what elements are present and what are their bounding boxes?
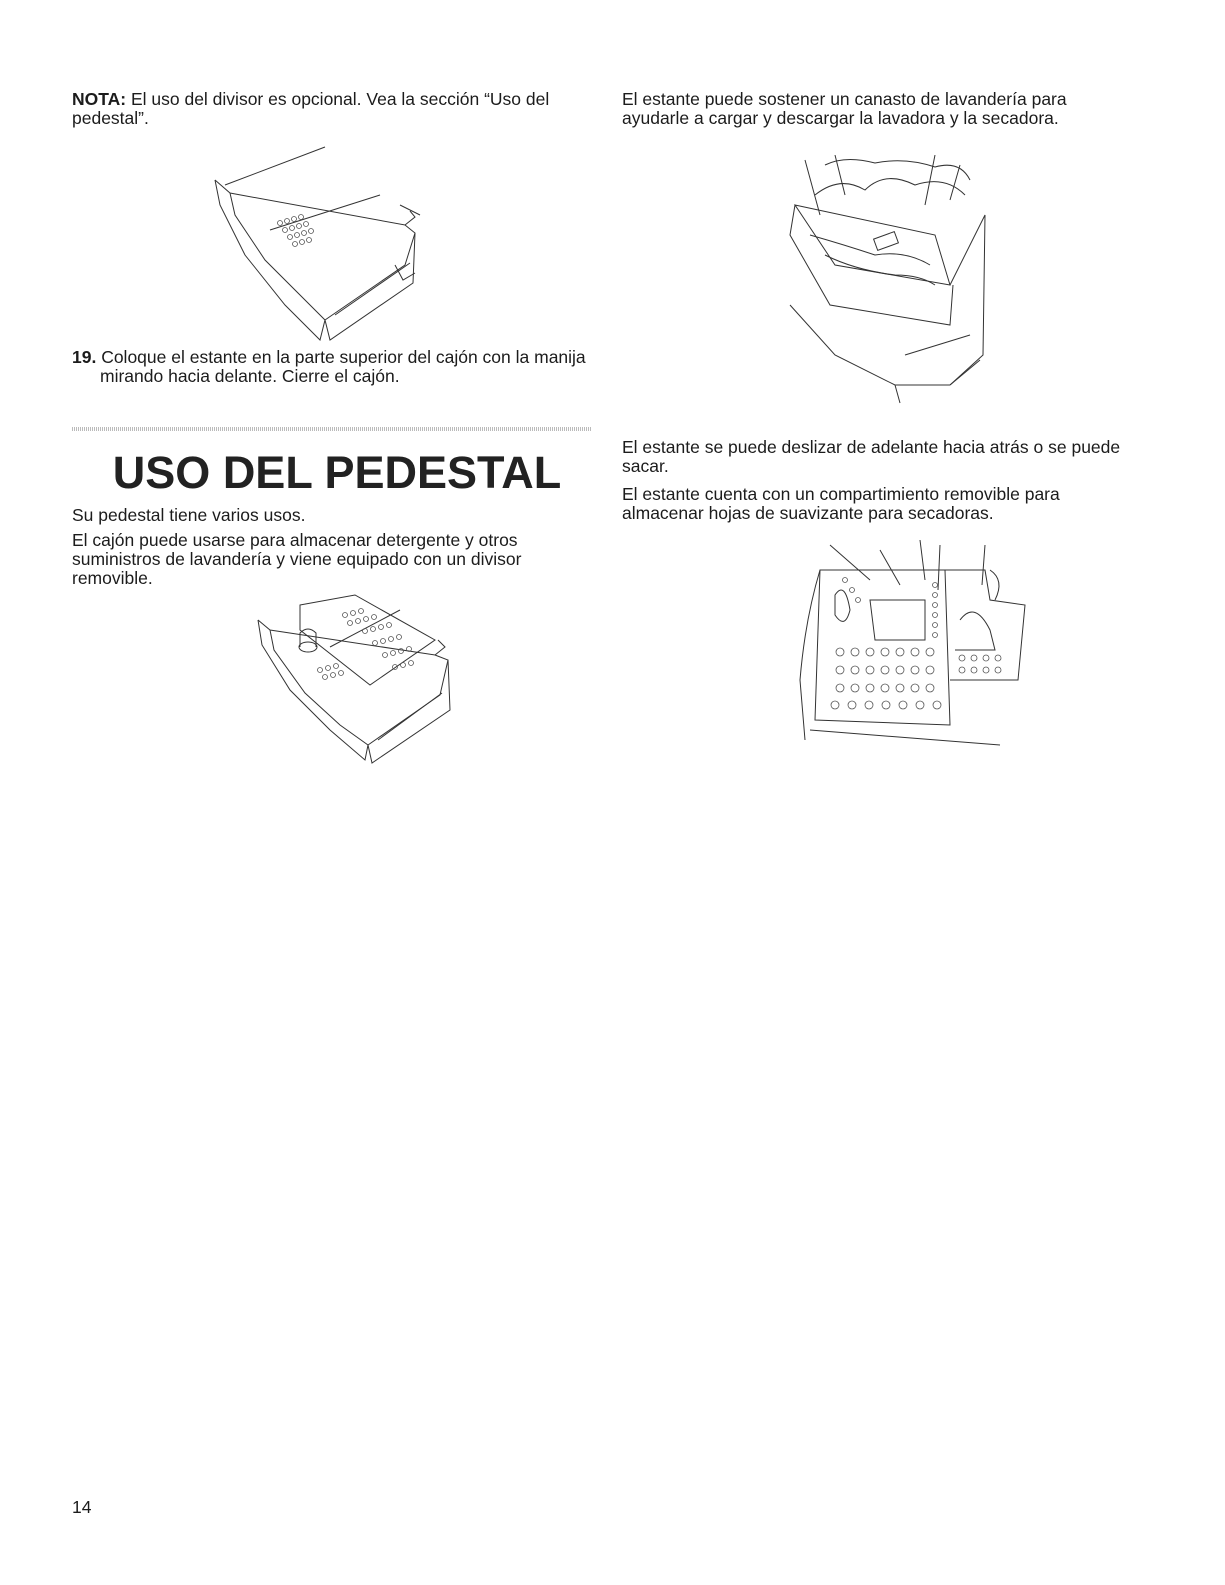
step-number: 19. — [72, 347, 97, 367]
nota-label: NOTA: — [72, 89, 127, 109]
left-para-2: El cajón puede usarse para almacenar detergente y otros suministros de lavandería y viene equipado con un divisor removible. — [72, 530, 522, 588]
section-heading: USO DEL PEDESTAL — [112, 447, 562, 498]
drawer-with-divider-illustration — [250, 585, 465, 765]
drawer-with-shelf-illustration — [205, 145, 430, 345]
nota-text: El uso del divisor es opcional. Vea la sección “Uso del pedestal”. — [72, 89, 550, 128]
nota-paragraph — [72, 90, 602, 128]
section-divider — [72, 427, 592, 431]
page-number: 14 — [72, 1497, 92, 1517]
removable-compartment-illustration — [790, 540, 1030, 755]
left-para-1: Su pedestal tiene varios usos. — [72, 505, 306, 525]
laundry-basket-on-shelf-illustration — [785, 155, 995, 405]
right-para-3: El estante cuenta con un compartimiento removible para almacenar hojas de suavizante para secadoras. — [622, 484, 1060, 523]
right-para-1: El estante puede sostener un canasto de lavandería para ayudarle a cargar y descargar la lavadora y la secadora. — [622, 89, 1067, 128]
step-19 — [72, 348, 630, 386]
right-para-2: El estante se puede deslizar de adelante hacia atrás o se puede sacar. — [622, 437, 1121, 476]
step-text: Coloque el estante en la parte superior del cajón con la manija mirando hacia delante. Cierre el cajón. — [96, 347, 586, 386]
